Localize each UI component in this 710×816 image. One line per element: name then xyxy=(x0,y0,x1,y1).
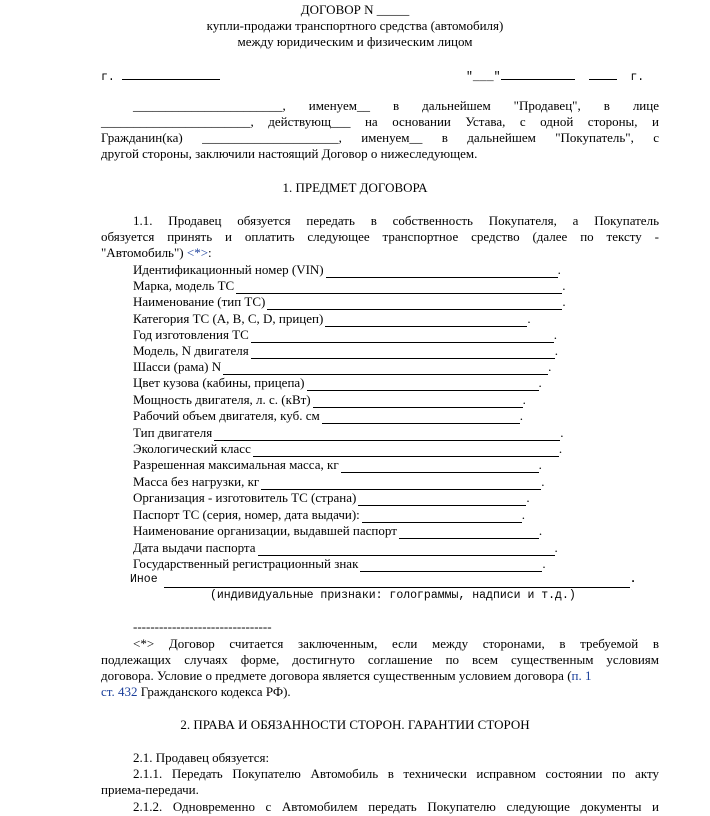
vehicle-field: Дата выдачи паспорта . xyxy=(133,540,558,555)
field-label: Тип двигателя xyxy=(133,425,213,440)
city-label: г. xyxy=(101,71,115,84)
clause-1-1-line xyxy=(101,245,212,261)
footnote-line: <*> Договор считается заключенным, если между сторонами, в требуемой в xyxy=(133,636,659,651)
other-label: Иное xyxy=(130,573,158,586)
intro-line: другой стороны, заключили настоящий Договор о нижеследующем. xyxy=(101,146,478,161)
other-hint: (индивидуальные признаки: голограммы, надписи и т.д.) xyxy=(210,589,576,602)
footnote-line xyxy=(101,668,659,684)
field-label: Шасси (рама) N xyxy=(133,359,222,374)
field-label: Год изготовления ТС xyxy=(133,327,249,342)
colon: : xyxy=(208,245,212,260)
vehicle-field: Организация - изготовитель ТС (страна) . xyxy=(133,490,530,505)
contract-subtitle: купли-продажи транспортного средства (автомобиля) xyxy=(206,18,504,33)
field-label: Категория ТС (A, B, C, D, прицеп) xyxy=(133,311,324,326)
footnote-separator: -------------------------------- xyxy=(133,619,272,634)
clause-2-1-1-line: 2.1.1. Передать Покупателю Автомобиль в технически исправном состоянии по акту xyxy=(133,766,659,781)
year-suffix: г. xyxy=(630,71,645,84)
field-blank xyxy=(399,526,539,539)
field-blank xyxy=(341,460,539,473)
field-blank xyxy=(251,330,554,343)
vehicle-field: Шасси (рама) N . xyxy=(133,359,552,374)
field-blank xyxy=(236,281,562,294)
vehicle-field: Год изготовления ТС . xyxy=(133,327,558,342)
field-label: Паспорт ТС (серия, номер, дата выдачи): xyxy=(133,507,360,522)
contract-parties-subtitle: между юридическим и физическим лицом xyxy=(237,34,473,49)
other-blank xyxy=(164,575,630,588)
field-label: Марка, модель ТС xyxy=(133,278,235,293)
vehicle-field: Наименование организации, выдавшей паспорт . xyxy=(133,523,543,538)
clause-2-1-2-line: 2.1.2. Одновременно с Автомобилем передать Покупателю следующие документы и xyxy=(133,799,659,814)
intro-line: Гражданин(ка) _____________________, именуем__ в дальнейшем "Покупатель", с xyxy=(101,130,659,145)
field-label: Наименование организации, выдавшей паспорт xyxy=(133,523,397,538)
city-blank xyxy=(122,67,220,80)
date-field xyxy=(466,67,644,86)
field-label: Дата выдачи паспорта xyxy=(133,540,256,555)
field-label: Наименование (тип ТС) xyxy=(133,294,266,309)
field-blank xyxy=(358,493,526,506)
section-1-title: 1. ПРЕДМЕТ ДОГОВОРА xyxy=(282,180,428,195)
footnote-text: Гражданского кодекса РФ). xyxy=(137,684,291,699)
date-year-blank xyxy=(589,67,617,80)
vehicle-field: Разрешенная максимальная масса, кг . xyxy=(133,457,542,472)
field-blank xyxy=(322,411,520,424)
clause-1-1-text: "Автомобиль") xyxy=(101,245,184,260)
field-label: Разрешенная максимальная масса, кг xyxy=(133,457,339,472)
field-label: Идентификационный номер (VIN) xyxy=(133,262,324,277)
field-blank xyxy=(214,428,560,441)
clause-1-1-line: обязуется принять и оплатить следующее транспортное средство (далее по тексту - xyxy=(101,229,659,244)
field-blank xyxy=(258,543,555,556)
vehicle-field: Категория ТС (A, B, C, D, прицеп) . xyxy=(133,311,531,326)
field-label: Рабочий объем двигателя, куб. см xyxy=(133,408,320,423)
footnote-line xyxy=(101,684,291,700)
vehicle-field: Модель, N двигателя . xyxy=(133,343,558,358)
field-label: Мощность двигателя, л. с. (кВт) xyxy=(133,392,311,407)
section-2-title: 2. ПРАВА И ОБЯЗАННОСТИ СТОРОН. ГАРАНТИИ СТОРОН xyxy=(180,717,530,732)
field-blank xyxy=(253,444,559,457)
vehicle-field: Масса без нагрузки, кг . xyxy=(133,474,545,489)
vehicle-field: Экологический класс . xyxy=(133,441,563,456)
clause-2-1-1-line: приема-передачи. xyxy=(101,782,199,797)
vehicle-field: Идентификационный номер (VIN) . xyxy=(133,262,561,277)
clause-2-1: 2.1. Продавец обязуется: xyxy=(133,750,270,765)
field-blank xyxy=(251,346,555,359)
field-blank xyxy=(362,510,522,523)
field-blank xyxy=(313,395,523,408)
date-day: "___" xyxy=(466,71,501,84)
field-blank xyxy=(267,297,562,310)
field-label: Государственный регистрационный знак xyxy=(133,556,359,571)
contract-title: ДОГОВОР N _____ xyxy=(300,2,410,17)
date-month-blank xyxy=(501,67,575,80)
vehicle-field: Тип двигателя . xyxy=(133,425,564,440)
field-label: Экологический класс xyxy=(133,441,251,456)
other-field: Иное . xyxy=(130,573,637,586)
field-blank xyxy=(360,559,542,572)
vehicle-field: Наименование (тип ТС) . xyxy=(133,294,566,309)
clause-1-1-line: 1.1. Продавец обязуется передать в собственность Покупателя, а Покупатель xyxy=(133,213,659,228)
intro-line: _______________________, действующ___ на основании Устава, с одной стороны, и xyxy=(101,114,659,129)
intro-line: _______________________, именуем__ в дальнейшем "Продавец", в лице xyxy=(133,98,659,113)
field-label: Цвет кузова (кабины, прицепа) xyxy=(133,375,305,390)
footnote-text: договора. Условие о предмете договора является существенным условием договора ( xyxy=(101,668,572,683)
footnote-ref-link[interactable]: <*> xyxy=(186,245,209,260)
vehicle-field: Паспорт ТС (серия, номер, дата выдачи): . xyxy=(133,507,526,522)
field-blank xyxy=(261,477,541,490)
field-blank xyxy=(307,378,539,391)
footnote-line: подлежащих случаях форме, достигнуто соглашение по всем существенным условиям xyxy=(101,652,659,667)
field-label: Масса без нагрузки, кг xyxy=(133,474,260,489)
field-blank xyxy=(326,265,558,278)
vehicle-field: Мощность двигателя, л. с. (кВт) . xyxy=(133,392,526,407)
vehicle-field: Государственный регистрационный знак . xyxy=(133,556,546,571)
vehicle-field: Цвет кузова (кабины, прицепа) . xyxy=(133,375,542,390)
field-blank xyxy=(325,314,527,327)
field-blank xyxy=(223,362,548,375)
city-field xyxy=(101,67,220,86)
vehicle-field: Рабочий объем двигателя, куб. см . xyxy=(133,408,523,423)
law-link-p1[interactable]: п. 1 xyxy=(571,668,592,683)
field-label: Организация - изготовитель ТС (страна) xyxy=(133,490,357,505)
law-link-st432[interactable]: ст. 432 xyxy=(101,684,138,699)
field-label: Модель, N двигателя xyxy=(133,343,249,358)
vehicle-field: Марка, модель ТС . xyxy=(133,278,566,293)
